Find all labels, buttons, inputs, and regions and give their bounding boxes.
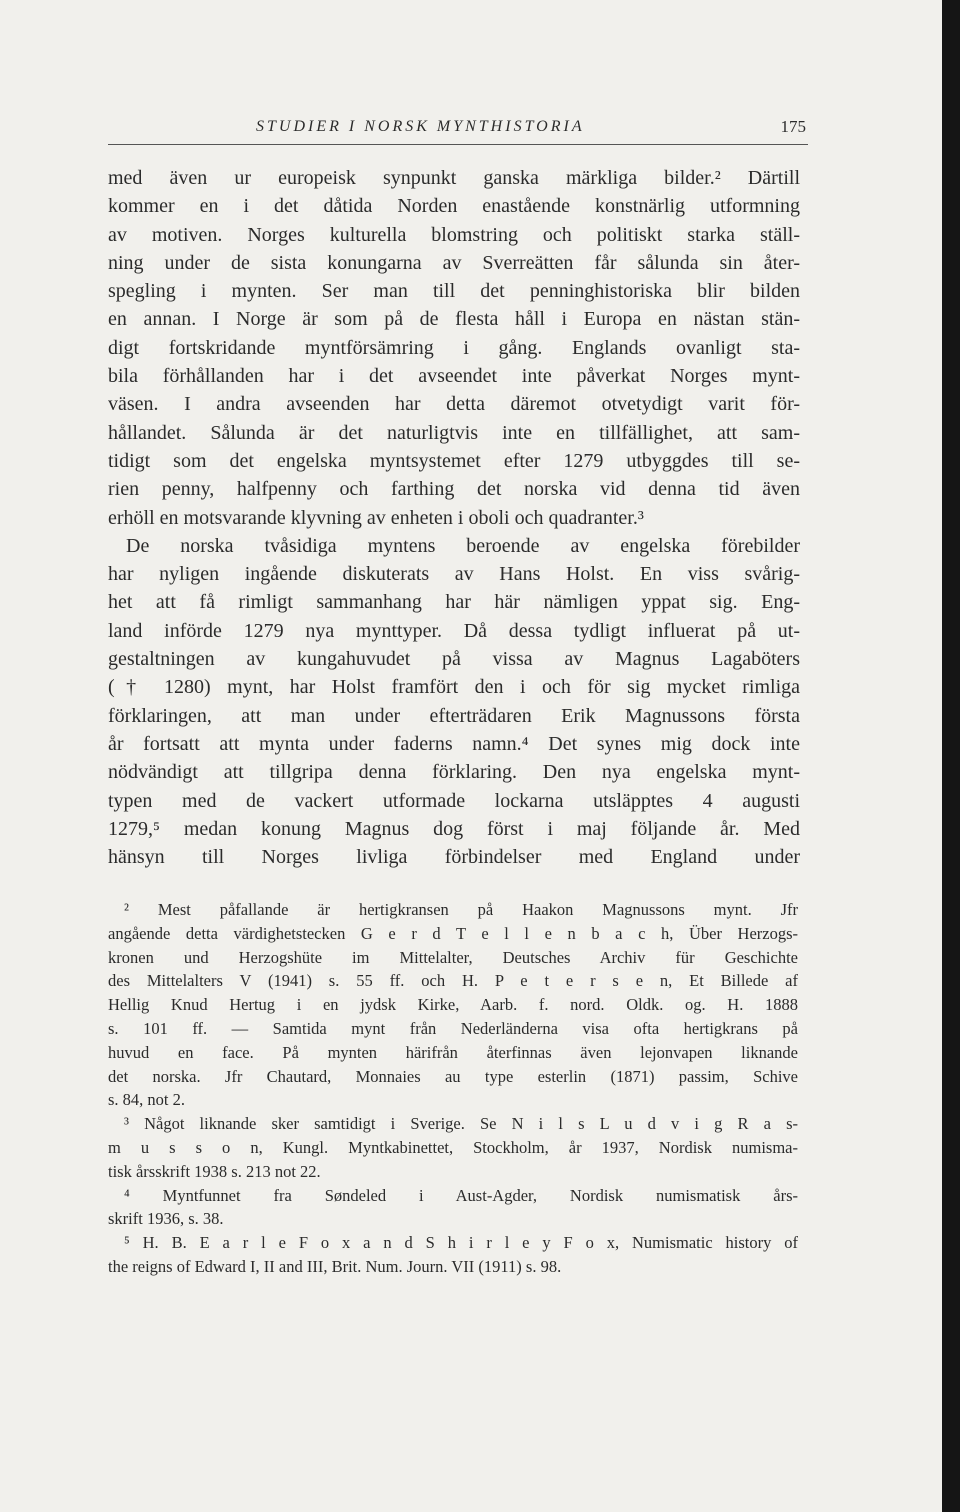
body-line: med även ur europeisk synpunkt ganska märkliga bilder.² Därtill: [108, 167, 800, 189]
body-line: rien penny, halfpenny och farthing det norska vid denna tid även: [108, 478, 800, 501]
footnotes: [108, 898, 798, 1279]
footnote-line: ⁴ Myntfunnet fra Søndeled i Aust-Agder, Nordisk numismatisk års-: [124, 1185, 798, 1205]
scan-edge-bar: [942, 0, 960, 1512]
body-line: het att få rimligt sammanhang har här nämligen yppat sig. Eng-: [108, 591, 800, 614]
footnote-line: tisk årsskrift 1938 s. 213 not 22.: [108, 1161, 321, 1181]
footnote-line: skrift 1936, s. 38.: [108, 1209, 224, 1229]
body-line: av motiven. Norges kulturella blomstring och politiskt starka ställ-: [108, 223, 800, 246]
footnote-line: ³ Något liknande sker samtidigt i Sverige. Se N i l s L u d v i g R a s-: [124, 1114, 798, 1134]
body-line: år fortsatt att mynta under faderns namn.⁴ Det synes mig dock inte: [108, 732, 800, 755]
footnote-line: m u s s o n, Kungl. Myntkabinettet, Stockholm, år 1937, Nordisk numisma-: [108, 1137, 798, 1157]
footnote-line: the reigns of Edward I, II and III, Brit. Num. Journ. VII (1911) s. 98.: [108, 1256, 562, 1276]
footnote-line: huvud en face. På mynten härifrån återfinnas även lejonvapen liknande: [108, 1042, 798, 1062]
footnote-line: ⁵ H. B. E a r l e F o x a n d S h i r l e y F o x, Numismatic history of: [124, 1233, 798, 1253]
body-line: hållandet. Sålunda är det naturligtvis inte en tillfällighet, att sam-: [108, 421, 800, 444]
body-line: typen med de vackert utformade lockarna utsläpptes 4 augusti: [108, 789, 800, 812]
body-line: har nyligen ingående diskuterats av Hans Holst. En viss svårig-: [108, 563, 800, 586]
body-line: gestaltningen av kungahuvudet på vissa av Magnus Lagaböters: [108, 648, 800, 671]
body-line: hänsyn till Norges livliga förbindelser med England under: [108, 846, 800, 869]
body-text: [108, 164, 800, 871]
footnote-line: ² Mest påfallande är hertigkransen på Haakon Magnussons mynt. Jfr: [124, 900, 798, 919]
body-line: förklaringen, att man under efterträdaren Erik Magnussons första: [108, 704, 800, 727]
body-line: erhöll en motsvarande klyvning av enheten i oboli och quadranter.³: [108, 506, 644, 529]
page-number: 175: [780, 117, 806, 136]
body-line: digt fortskridande myntförsämring i gång. Englands ovanligt sta-: [108, 336, 800, 359]
body-line: tidigt som det engelska myntsystemet efter 1279 utbyggdes till se-: [108, 449, 800, 472]
footnote-line: det norska. Jfr Chautard, Monnaies au type esterlin (1871) passim, Schive: [108, 1066, 798, 1086]
body-line: väsen. I andra avseenden har detta däremot otvetydigt varit för-: [108, 393, 800, 416]
body-line: († 1280) mynt, har Holst framfört den i och för sig mycket rimliga: [108, 676, 800, 699]
footnote-line: angående detta värdighetstecken G e r d T e l l e n b a c h, Über Herzogs-: [108, 923, 798, 943]
body-line: spegling i mynten. Ser man till det penninghistoriska blir bilden: [108, 280, 800, 303]
body-line: 1279,⁵ medan konung Magnus dog först i maj följande år. Med: [108, 817, 800, 840]
footnote-line: s. 84, not 2.: [108, 1090, 186, 1110]
footnote-line: s. 101 ff. — Samtida mynt från Nederländerna visa ofta hertigkrans på: [108, 1018, 798, 1038]
body-line: nödvändigt att tillgripa denna förklaring. Den nya engelska mynt-: [108, 761, 800, 784]
footnote-line: des Mittelalters V (1941) s. 55 ff. och H. P e t e r s e n, Et Billede af: [108, 971, 798, 991]
running-title: STUDIER I NORSK MYNTHISTORIA: [256, 118, 585, 135]
running-header: [108, 114, 808, 145]
body-line: kommer en i det dåtida Norden enastående konstnärlig utformning: [108, 195, 800, 218]
body-line: De norska tvåsidiga myntens beroende av engelska förebilder: [126, 534, 800, 557]
footnote-line: Hellig Knud Hertug i en jydsk Kirke, Aarb. f. nord. Oldk. og. H. 1888: [108, 995, 798, 1015]
body-line: land införde 1279 nya mynttyper. Då dessa tydligt influerat på ut-: [108, 619, 800, 642]
body-line: bila förhållanden har i det avseendet inte påverkat Norges mynt-: [108, 365, 800, 388]
body-line: en annan. I Norge är som på de flesta håll i Europa en nästan stän-: [108, 308, 800, 331]
footnote-line: kronen und Herzogshüte im Mittelalter, Deutsches Archiv für Geschichte: [108, 947, 798, 967]
body-line: ning under de sista konungarna av Sverreätten får sålunda sin åter-: [108, 251, 800, 274]
